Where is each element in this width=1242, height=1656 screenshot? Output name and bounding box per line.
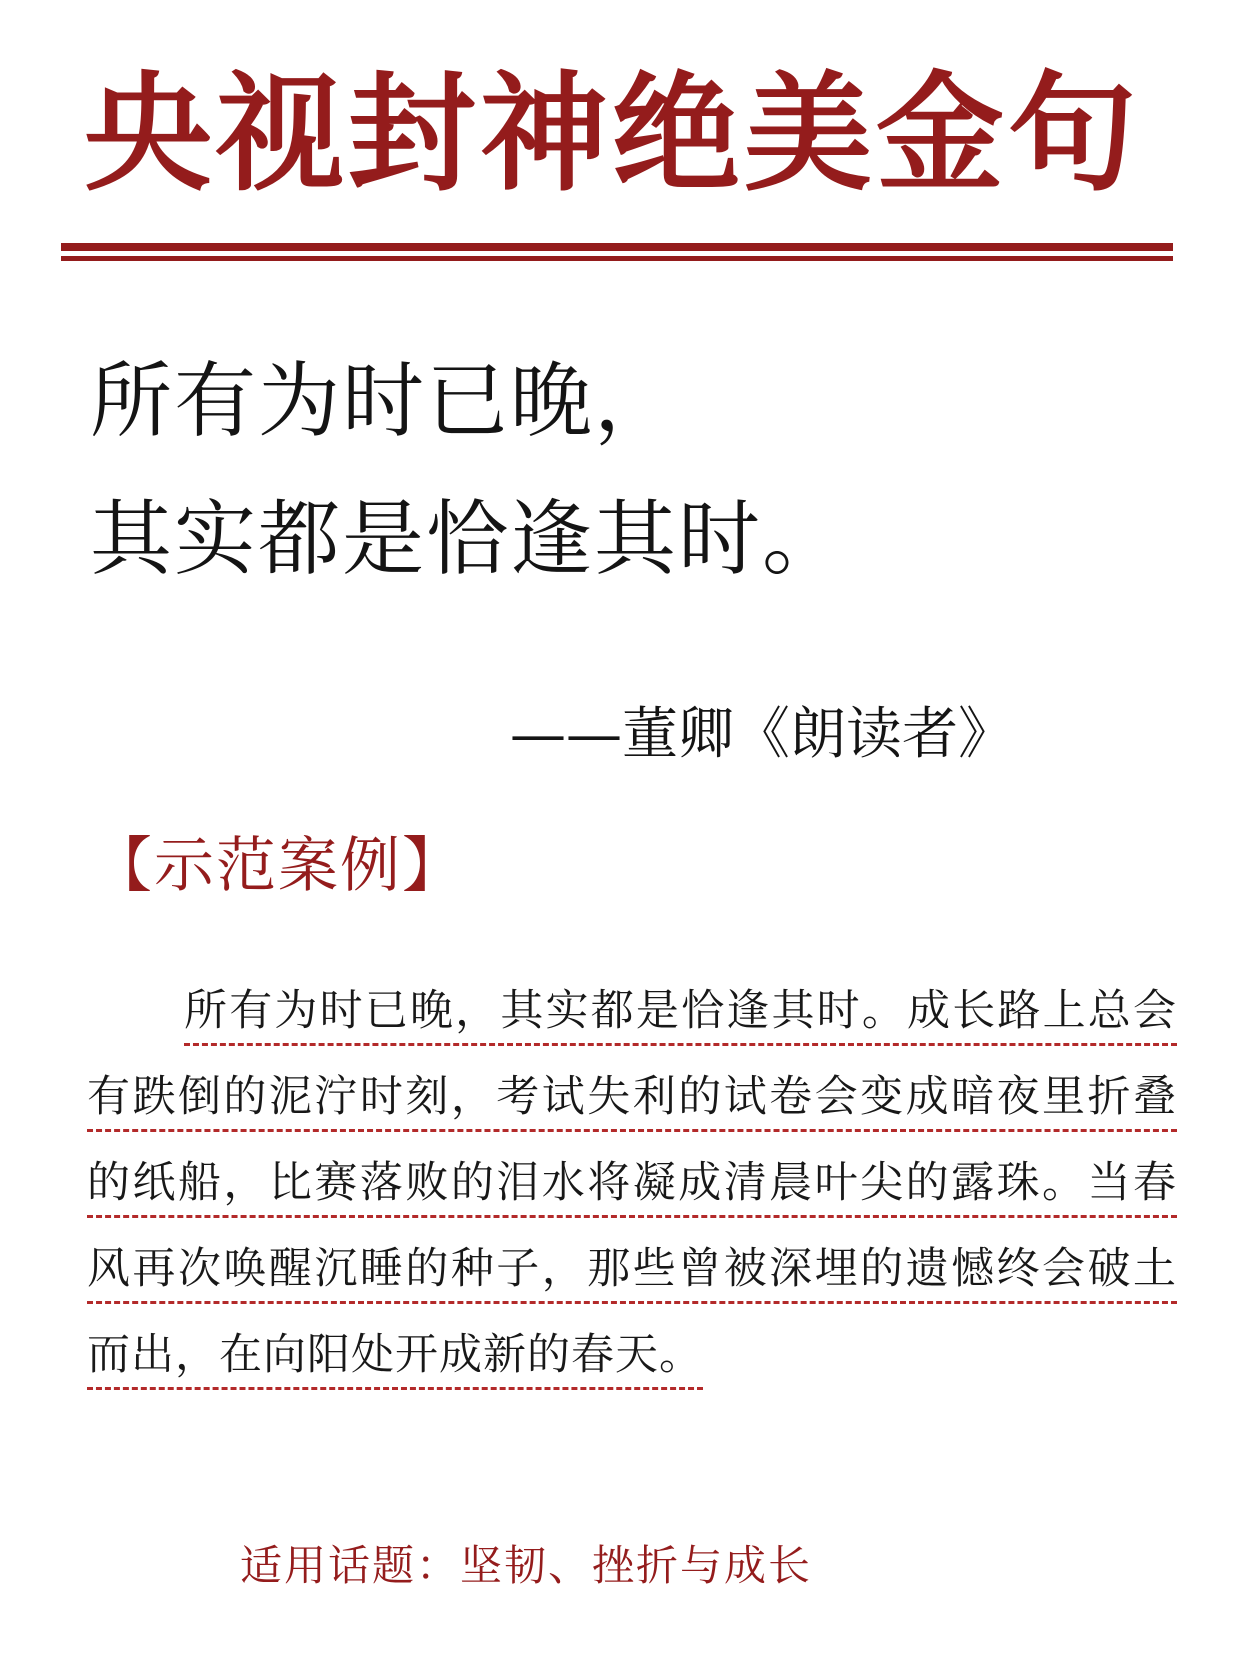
title-divider-thin [61,256,1173,261]
example-paragraph [87,968,1177,1398]
quote-line-1: 所有为时已晚， [90,354,679,449]
title-divider-thick [61,243,1173,251]
page-title: 央视封神绝美金句 [84,60,1141,209]
example-section-label: 【示范案例】 [92,831,464,901]
quote-attribution: ——董卿《朗读者》 [510,702,1014,767]
applicable-topics: 适用话题：坚韧、挫折与成长 [240,1541,813,1590]
quote-line-2: 其实都是恰逢其时。 [90,492,847,587]
example-paragraph-text: 所有为时已晚，其实都是恰逢其时。成长路上总会有跌倒的泥泞时刻，考试失利的试卷会变成暗夜里折叠的纸船，比赛落败的泪水将凝成清晨叶尖的露珠。当春风再次唤醒沉睡的种子，那些曾被深埋的遗憾终会破土而出，在向阳处开成新的春天。 [87,986,1177,1380]
